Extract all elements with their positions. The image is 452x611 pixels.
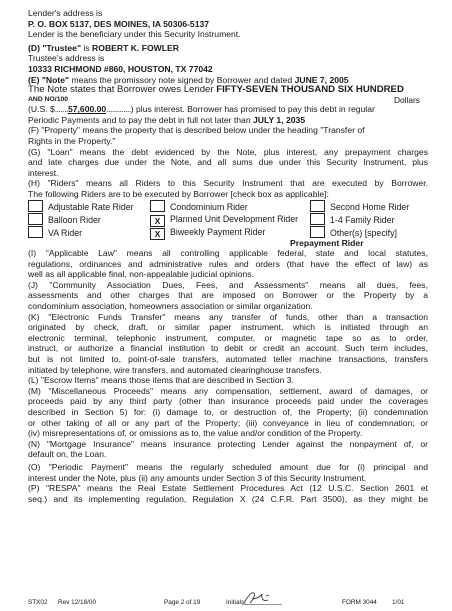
biweekly-checkbox[interactable]: X bbox=[150, 228, 165, 240]
misc-proceeds-line4: or other taking of all or any part of the Property; (iii) conveyance in lieu of condemnation; or bbox=[28, 417, 428, 428]
applicable-law-line2: regulations, ordinances and administrative rules and orders (that have the effect of law) as bbox=[28, 258, 428, 269]
other-checkbox[interactable] bbox=[310, 226, 325, 238]
misc-proceeds-line5: (iv) misrepresentations of, or omissions as to, the value and/or condition of the Property. bbox=[28, 428, 363, 439]
loan-definition-line2: and late charges due under the Note, and all sums due under this Security Instrument, plus bbox=[28, 157, 428, 168]
riders-checkbox-grid bbox=[28, 200, 428, 238]
note-definition-line3: (U.S. $.......57,600.00.............) plus interest. Borrower has promised to pay this debt in regular bbox=[28, 104, 375, 115]
va-checkbox[interactable] bbox=[28, 226, 43, 238]
lender-address: P. O. BOX 5137, DES MOINES, IA 50306-5137 bbox=[28, 18, 210, 29]
rider-1-4-family bbox=[310, 213, 395, 225]
second-home-label: Second Home Rider bbox=[330, 201, 410, 212]
note-owes-text: The Note states that Borrower owes Lender bbox=[28, 85, 214, 96]
rider-planned-unit-development bbox=[150, 213, 298, 225]
trustee-definition bbox=[28, 43, 428, 54]
association-line2: assessments and other charges that are imposed on Borrower or the Property by a bbox=[28, 290, 428, 301]
misc-proceeds-line3: described in Section 5) for: (i) damage to, or destruction of, the Property; (ii) condemnation bbox=[28, 407, 428, 417]
other-rider-specified: Prepayment Rider bbox=[290, 237, 364, 248]
note-definition-line2 bbox=[28, 85, 428, 96]
respa-line2: seq.) and its implementing regulation, Regulation X (24 C.F.R. Part 3500), as they might be bbox=[28, 493, 428, 504]
eft-line6: initiated by telephone, wire transfers, and automated clearinghouse transfers. bbox=[28, 364, 322, 375]
page-number: Page 2 of 19 bbox=[164, 599, 201, 606]
eft-line4: instruct, or authorize a financial institution to debit or credit an account. Such term includes, bbox=[28, 343, 428, 354]
rider-va bbox=[28, 226, 82, 238]
page-footer bbox=[28, 594, 448, 608]
rider-balloon bbox=[28, 213, 101, 225]
eft-line3: electronic terminal, telephonic instrument, computer, or magnetic tape so as to order, bbox=[28, 332, 428, 343]
eft-line5: but is not limited to, point-of-sale transfers, automated teller machine transactions, transfers bbox=[28, 354, 428, 365]
note-maturity-date: JULY 1, 2035 bbox=[253, 114, 306, 125]
applicable-law-line1: (I) "Applicable Law" means all controlling applicable federal, state and local statutes, bbox=[28, 248, 428, 259]
balloon-label: Balloon Rider bbox=[48, 214, 101, 225]
initials-signature-icon bbox=[242, 590, 284, 606]
va-label: VA Rider bbox=[48, 227, 83, 238]
note-date: JUNE 7, 2005 bbox=[294, 74, 349, 85]
misc-proceeds-line2: proceeds paid by any third party (other than insurance proceeds paid under the coverages bbox=[28, 396, 428, 407]
other-label: Other(s) [specify] bbox=[330, 227, 397, 238]
note-text: means the promissory note signed by Borrower and dated bbox=[71, 74, 293, 85]
note-amount-words: FIFTY-SEVEN THOUSAND SIX HUNDRED bbox=[216, 85, 404, 96]
family-1-4-label: 1-4 Family Rider bbox=[330, 214, 395, 225]
form-revision: Rev 12/18/00 bbox=[58, 599, 97, 606]
form-code: STX02 bbox=[28, 599, 48, 606]
adjustable-rate-checkbox[interactable] bbox=[28, 200, 43, 212]
balloon-checkbox[interactable] bbox=[28, 213, 43, 225]
trustee-address: 10333 RICHMOND #860, HOUSTON, TX 77042 bbox=[28, 63, 213, 74]
second-home-checkbox[interactable] bbox=[310, 200, 325, 212]
rider-adjustable-rate bbox=[28, 200, 134, 212]
trustee-name: ROBERT K. FOWLER bbox=[92, 42, 179, 53]
note-dollars: Dollars bbox=[393, 96, 420, 105]
condominium-label: Condominium Rider bbox=[170, 201, 248, 212]
rider-other bbox=[310, 226, 397, 238]
trustee-address-label: Trustee's address is bbox=[28, 53, 105, 64]
property-definition-line2: Rights in the Property." bbox=[28, 135, 116, 146]
biweekly-label: Biweekly Payment Rider bbox=[170, 226, 266, 237]
note-interest-text: ) plus interest. Borrower has promised to pay this debt in regular bbox=[130, 104, 375, 115]
riders-definition-line2: The following Riders are to be executed by Borrower [check box as applicable]: bbox=[28, 188, 329, 199]
rider-condominium bbox=[150, 200, 248, 212]
trustee-term: (D) "Trustee" bbox=[28, 42, 82, 53]
mortgage-insurance-line1: (N) "Mortgage Insurance" means insurance protecting Lender against the nonpayment of, or bbox=[28, 438, 428, 449]
loan-definition-line3: interest. bbox=[28, 167, 59, 178]
adjustable-rate-label: Adjustable Rate Rider bbox=[48, 201, 134, 212]
mortgage-insurance-line2: default on, the Loan. bbox=[28, 449, 107, 460]
periodic-payment-line1: (O) "Periodic Payment" means the regularly scheduled amount due for (i) principal and bbox=[28, 461, 428, 472]
note-definition-line4 bbox=[28, 115, 428, 126]
note-amount-words-line bbox=[28, 96, 428, 104]
riders-definition-line1: (H) "Riders" means all Riders to this Security Instrument that are executed by Borrower. bbox=[28, 178, 428, 189]
eft-line1: (K) "Electronic Funds Transfer" means any transfer of funds, other than a transaction bbox=[28, 311, 428, 322]
applicable-law-line3: well as all applicable final, non-appealable judicial opinions. bbox=[28, 269, 254, 280]
document-page bbox=[28, 8, 428, 504]
condominium-checkbox[interactable] bbox=[150, 200, 165, 212]
note-amount-words-2: AND NO/100 bbox=[28, 96, 69, 104]
family-1-4-checkbox[interactable] bbox=[310, 213, 325, 225]
lender-address-label: Lender's address is bbox=[28, 8, 103, 18]
trustee-is: is bbox=[83, 42, 90, 53]
note-maturity-text: Periodic Payments and to pay the debt in full not later than bbox=[28, 114, 251, 125]
association-line3: condominium association, homeowners association or similar organization. bbox=[28, 301, 313, 312]
escrow-line1: (L) "Escrow Items" means those items that are described in Section 3. bbox=[28, 375, 294, 386]
planned-unit-label: Planned Unit Development Rider bbox=[170, 213, 299, 224]
note-definition-line1 bbox=[28, 75, 428, 86]
form-number: FORM 3044 bbox=[342, 599, 377, 606]
lender-beneficiary-text: Lender is the beneficiary under this Security Instrument. bbox=[28, 29, 241, 40]
note-term: (E) "Note" bbox=[28, 74, 70, 85]
note-amount: 57,600.00 bbox=[67, 104, 107, 115]
property-definition-line1: (F) "Property" means the property that is described below under the heading "Transfer of bbox=[28, 125, 365, 136]
rider-biweekly-payment bbox=[150, 226, 265, 238]
rider-second-home bbox=[310, 200, 409, 212]
misc-proceeds-line1: (M) "Miscellaneous Proceeds" means any compensation, settlement, award of damages, or bbox=[28, 385, 428, 396]
respa-line1: (P) "RESPA" means the Real Estate Settlement Procedures Act (12 U.S.C. Section 2601 et bbox=[28, 483, 428, 494]
association-line1: (J) "Community Association Dues, Fees, and Assessments" means all dues, fees, bbox=[28, 279, 428, 290]
planned-unit-checkbox[interactable]: X bbox=[150, 215, 165, 227]
form-date: 1/01 bbox=[392, 599, 405, 606]
eft-line2: originated by check, draft, or similar paper instrument, which is initiated through an bbox=[28, 322, 428, 333]
periodic-payment-line2: interest under the Note, plus (ii) any amounts under Section 3 of this Security Instrument. bbox=[28, 472, 367, 483]
initials-label: Initials: bbox=[226, 599, 246, 606]
note-us-prefix: (U.S. $ bbox=[28, 104, 55, 115]
loan-definition-line1: (G) "Loan" means the debt evidenced by the Note, plus interest, any prepayment charges bbox=[28, 146, 428, 157]
